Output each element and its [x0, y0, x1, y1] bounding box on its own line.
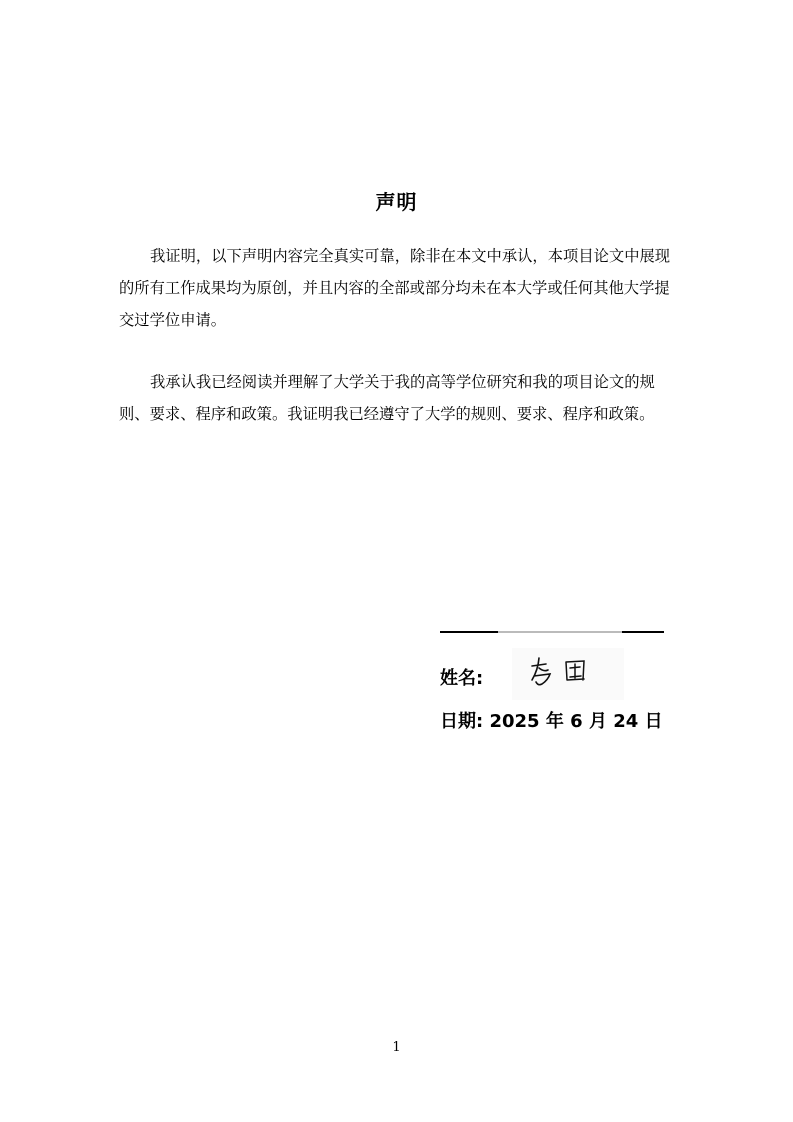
- date-label: 日期:: [440, 711, 484, 732]
- date-day: 24: [613, 711, 639, 732]
- date-year-unit: 年: [545, 711, 564, 732]
- declaration-paragraph-2: [119, 366, 679, 430]
- declaration-paragraph-1: [119, 240, 679, 336]
- date-day-unit: 日: [644, 711, 663, 732]
- handwritten-signature: [512, 648, 624, 700]
- paragraph-text: 我承认我已经阅读并理解了大学关于我的高等学位研究和我的项目论文的规则、要求、程序和政策。我证明我已经遵守了大学的规则、要求、程序和政策。: [119, 373, 655, 423]
- date-month-unit: 月: [588, 711, 607, 732]
- paragraph-text: 我证明，以下声明内容完全真实可靠，除非在本文中承认，本项目论文中展现的所有工作成果均为原创，并且内容的全部或部分均未在本大学或任何其他大学提交过学位申请。: [119, 247, 671, 329]
- date-year: 2025: [489, 711, 540, 732]
- declaration-title: 声明: [375, 190, 418, 214]
- signature-line: [440, 626, 664, 636]
- name-label: 姓名:: [440, 668, 484, 689]
- date-line: [440, 707, 663, 733]
- page-number: 1: [392, 1040, 401, 1055]
- date-month: 6: [570, 711, 583, 732]
